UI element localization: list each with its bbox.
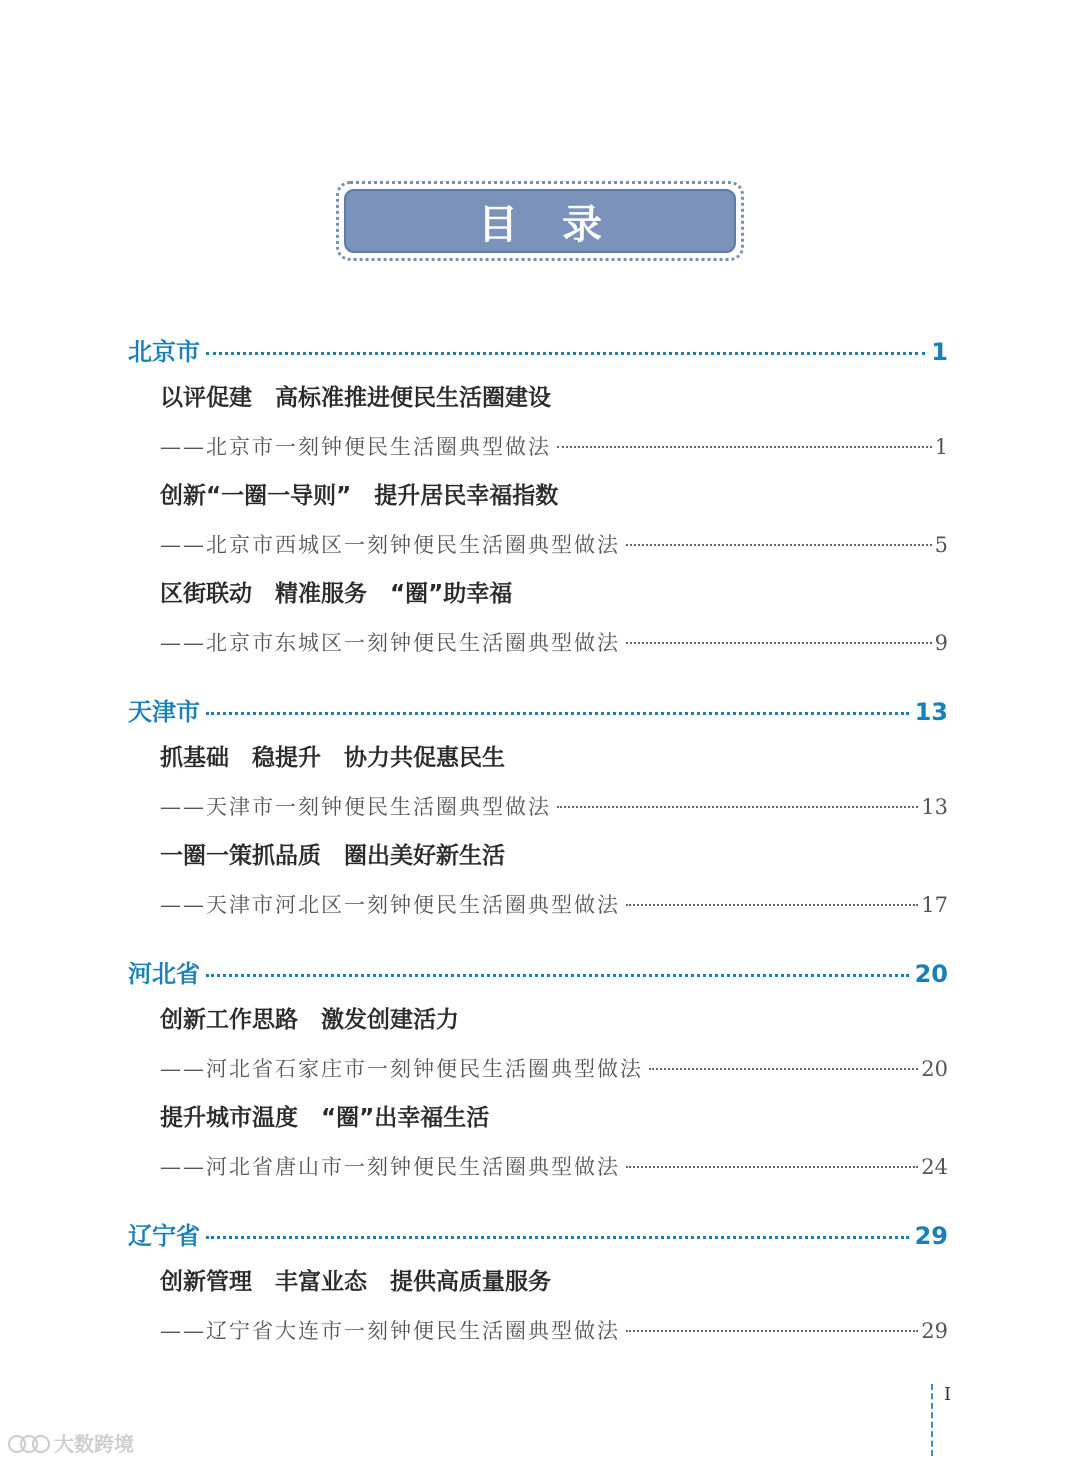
article-page-number: 17 (921, 893, 948, 917)
article-title[interactable]: 创新工作思路 激发创建活力 (160, 1007, 459, 1033)
dot-leader (649, 1068, 918, 1070)
article-page-number: 5 (934, 533, 948, 557)
dot-leader (626, 1330, 918, 1332)
dot-leader (206, 352, 925, 355)
dot-leader (206, 1236, 909, 1239)
article-title[interactable]: 区街联动 精准服务 “圈”助幸福 (160, 581, 513, 607)
dot-leader (206, 974, 909, 977)
article-subtitle: ——辽宁省大连市一刻钟便民生活圈典型做法 (160, 1319, 620, 1343)
title-banner-inner (344, 189, 736, 253)
article-title[interactable]: 以评促建 高标准推进便民生活圈建设 (160, 385, 551, 411)
section-page-number: 29 (914, 1222, 948, 1250)
article-subtitle-entry[interactable] (128, 1307, 948, 1356)
dot-leader (626, 904, 918, 906)
article-page-number: 13 (921, 795, 948, 819)
toc-section-entry[interactable] (128, 1214, 948, 1258)
article-subtitle-entry[interactable] (128, 423, 948, 472)
article-title[interactable]: 创新管理 丰富业态 提供高质量服务 (160, 1269, 551, 1295)
dot-leader (206, 712, 909, 715)
article-subtitle: ——天津市一刻钟便民生活圈典型做法 (160, 795, 551, 819)
article-subtitle: ——北京市东城区一刻钟便民生活圈典型做法 (160, 631, 620, 655)
watermark-text: 大数跨境 (54, 1432, 134, 1456)
toc-section (128, 1214, 948, 1356)
article-page-number: 29 (921, 1319, 948, 1343)
section-page-number: 20 (914, 960, 948, 988)
dot-leader (557, 446, 932, 448)
toc-section-entry[interactable] (128, 952, 948, 996)
dot-leader (626, 642, 932, 644)
article-page-number: 1 (934, 435, 948, 459)
page-number: I (944, 1384, 952, 1405)
article-subtitle-entry[interactable] (128, 783, 948, 832)
dot-leader (557, 806, 918, 808)
title-banner (336, 181, 744, 261)
watermark (8, 1428, 134, 1457)
article-subtitle-entry[interactable] (128, 1143, 948, 1192)
section-name: 天津市 (128, 698, 200, 726)
article-page-number: 20 (921, 1057, 948, 1081)
article-title[interactable]: 创新“一圈一导则” 提升居民幸福指数 (160, 483, 559, 509)
section-name: 辽宁省 (128, 1222, 200, 1250)
article-subtitle-entry[interactable] (128, 521, 948, 570)
article-page-number: 9 (934, 631, 948, 655)
article-subtitle-entry[interactable] (128, 619, 948, 668)
section-name: 河北省 (128, 960, 200, 988)
article-subtitle-entry[interactable] (128, 881, 948, 930)
article-subtitle: ——北京市西城区一刻钟便民生活圈典型做法 (160, 533, 620, 557)
toc-section (128, 690, 948, 930)
section-page-number: 1 (931, 338, 948, 366)
article-page-number: 24 (921, 1155, 948, 1179)
section-name: 北京市 (128, 338, 200, 366)
article-title[interactable]: 抓基础 稳提升 协力共促惠民生 (160, 745, 505, 771)
table-of-contents (128, 330, 948, 1378)
page-title: 目录 (478, 201, 646, 248)
article-subtitle: ——河北省唐山市一刻钟便民生活圈典型做法 (160, 1155, 620, 1179)
page-marker-line (931, 1384, 933, 1456)
article-title[interactable]: 提升城市温度 “圈”出幸福生活 (160, 1105, 490, 1131)
article-title[interactable]: 一圈一策抓品质 圈出美好新生活 (160, 843, 505, 869)
toc-section (128, 952, 948, 1192)
dot-leader (626, 1166, 918, 1168)
article-subtitle: ——河北省石家庄市一刻钟便民生活圈典型做法 (160, 1057, 643, 1081)
toc-section (128, 330, 948, 668)
toc-section-entry[interactable] (128, 330, 948, 374)
article-subtitle: ——北京市一刻钟便民生活圈典型做法 (160, 435, 551, 459)
dot-leader (626, 544, 932, 546)
section-page-number: 13 (914, 698, 948, 726)
article-subtitle: ——天津市河北区一刻钟便民生活圈典型做法 (160, 893, 620, 917)
article-subtitle-entry[interactable] (128, 1045, 948, 1094)
toc-section-entry[interactable] (128, 690, 948, 734)
watermark-logo-icon (8, 1432, 48, 1454)
